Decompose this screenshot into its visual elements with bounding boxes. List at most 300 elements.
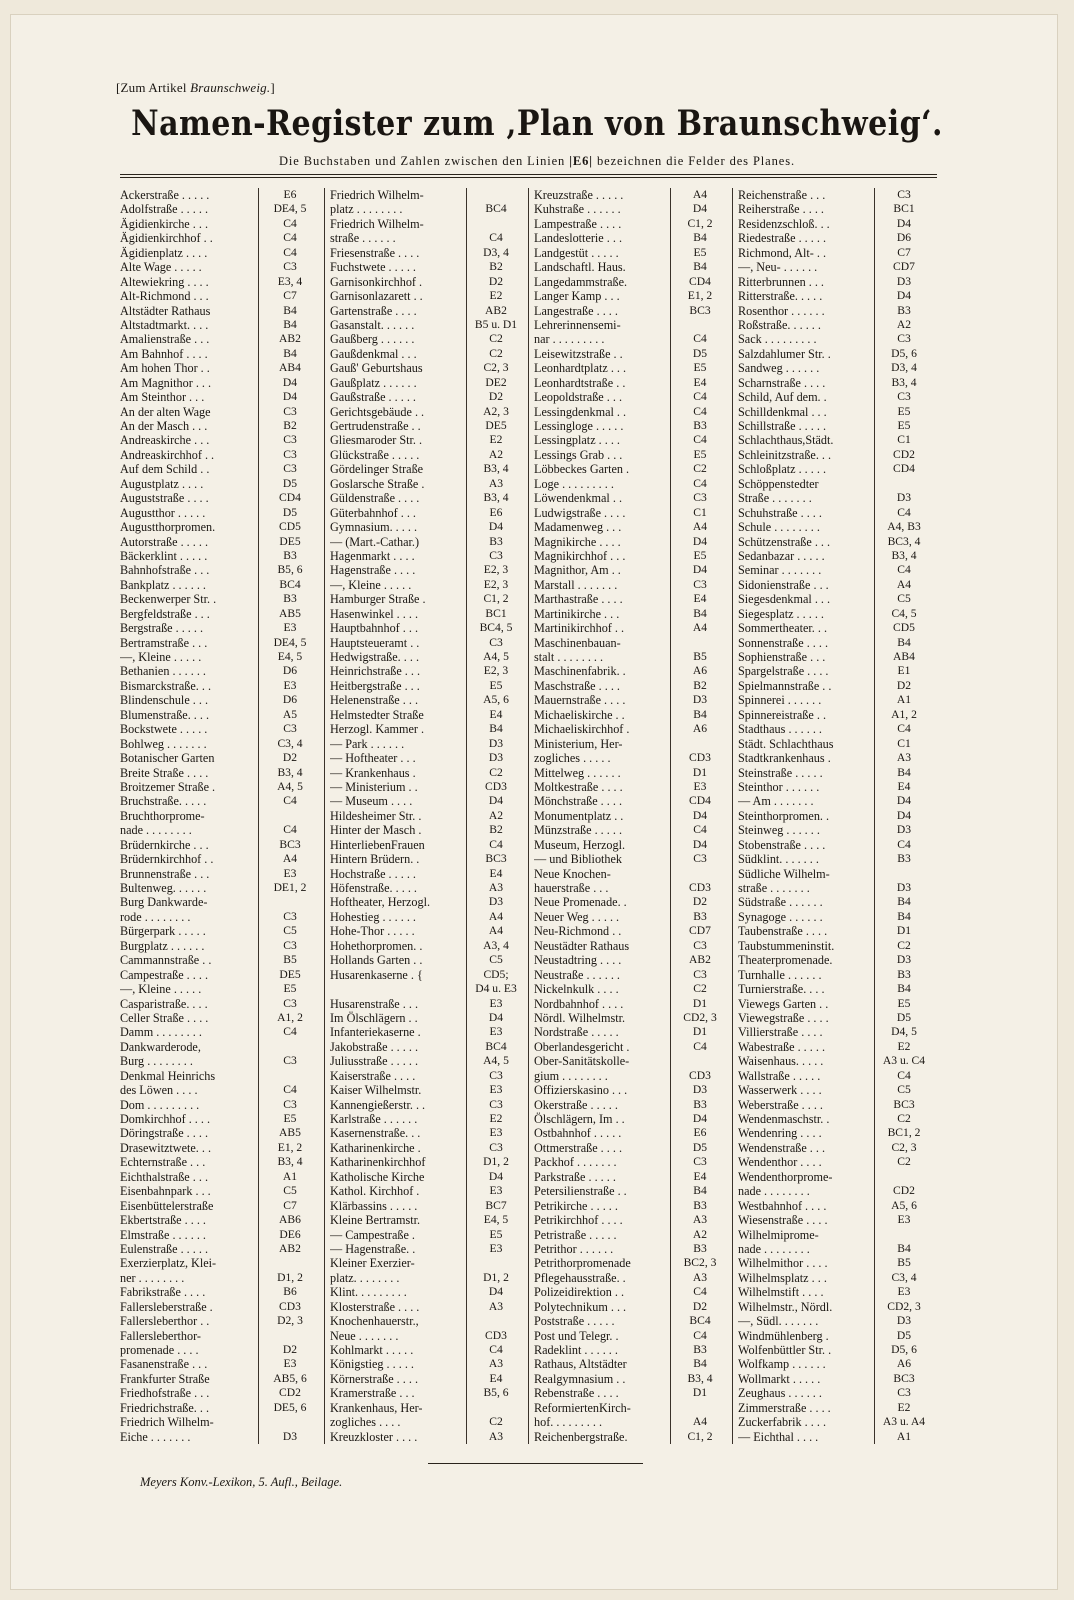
entry-name: Mauernstraße . . . . bbox=[534, 693, 626, 708]
entry-name: Zimmerstraße . . . . bbox=[738, 1400, 831, 1415]
register-entry bbox=[330, 1083, 528, 1097]
entry-grid-code: B3 bbox=[693, 1097, 707, 1111]
register-entry bbox=[120, 939, 324, 953]
entry-name: Magnikirche . . . . bbox=[534, 534, 621, 549]
entry-grid-code: C2 bbox=[693, 462, 707, 476]
entry-name: Altewiekring . . . . bbox=[120, 274, 209, 289]
entry-name: des Löwen . . . . bbox=[120, 1083, 198, 1098]
entry-grid-code: E5 bbox=[693, 447, 707, 461]
register-entry bbox=[120, 968, 324, 982]
entry-name: ReformiertenKirch- bbox=[534, 1400, 631, 1415]
register-entry bbox=[330, 1184, 528, 1198]
entry-name: Bruchthorprome- bbox=[120, 808, 205, 823]
register-entry bbox=[330, 968, 528, 982]
register-entry bbox=[534, 448, 732, 462]
register-entry bbox=[738, 968, 936, 982]
ref-suffix: ] bbox=[270, 80, 275, 95]
entry-grid-code: DE4, 5 bbox=[273, 635, 307, 649]
entry-grid-code: CD7 bbox=[893, 260, 915, 274]
register-entry bbox=[738, 332, 936, 346]
entry-name: Wollmarkt . . . . . bbox=[738, 1371, 821, 1386]
entry-grid-code: A3 bbox=[488, 476, 504, 490]
register-entry bbox=[120, 607, 324, 621]
entry-name: Eiche . . . . . . . bbox=[120, 1429, 191, 1444]
register-entry bbox=[534, 231, 732, 245]
entry-grid-code: B3 bbox=[693, 1343, 707, 1356]
register-entry bbox=[738, 390, 936, 404]
register-entry bbox=[534, 664, 732, 678]
entry-grid-code: BC1 bbox=[893, 202, 915, 216]
register-entry bbox=[120, 260, 324, 274]
register-entry bbox=[534, 1372, 732, 1386]
register-entry bbox=[120, 506, 324, 520]
entry-name: Augustthor . . . . . bbox=[120, 505, 206, 520]
register-entry bbox=[330, 823, 528, 837]
register-entry bbox=[738, 304, 936, 318]
register-entry bbox=[330, 462, 528, 476]
register-entry bbox=[330, 246, 528, 260]
entry-name: Eisenbahnpark . . . bbox=[120, 1184, 211, 1199]
entry-grid-code: C5 bbox=[897, 1083, 911, 1097]
entry-grid-code: A1, 2 bbox=[277, 1010, 303, 1024]
entry-name: Güterbahnhof . . . bbox=[330, 505, 416, 520]
register-entry bbox=[330, 1285, 528, 1299]
entry-grid-code: CD3 bbox=[279, 1299, 301, 1313]
entry-name: Loge . . . . . . . . . bbox=[534, 476, 614, 491]
entry-name: Westbahnhof . . . . bbox=[738, 1198, 827, 1213]
entry-name: Eisenbüttelerstraße bbox=[120, 1198, 214, 1213]
entry-grid-code: B5, 6 bbox=[277, 563, 303, 577]
register-entry bbox=[534, 535, 732, 549]
register-entry bbox=[534, 289, 732, 303]
register-entry bbox=[330, 1170, 528, 1184]
entry-grid-code: CD3 bbox=[485, 1328, 507, 1342]
entry-name: Oberlandesgericht . bbox=[534, 1039, 630, 1054]
entry-name: Wendenthorprome- bbox=[738, 1169, 833, 1184]
entry-name: Hamburger Straße . bbox=[330, 592, 426, 607]
entry-name: Steinthor . . . . . . bbox=[738, 779, 820, 794]
entry-grid-code: C4 bbox=[283, 794, 297, 808]
register-entry bbox=[120, 650, 324, 664]
entry-grid-code: C3 bbox=[283, 938, 297, 952]
entry-name: An der Masch . . . bbox=[120, 419, 208, 433]
register-entry bbox=[330, 910, 528, 924]
entry-grid-code: B2 bbox=[489, 260, 503, 274]
entry-name: Petrikirchhof . . . . bbox=[534, 1213, 623, 1228]
register-entry bbox=[120, 390, 324, 404]
entry-name: Lampestraße . . . . bbox=[534, 216, 622, 231]
entry-grid-code: CD2, 3 bbox=[683, 1010, 717, 1024]
entry-grid-code: D4 bbox=[896, 794, 912, 808]
entry-grid-code: B3, 4 bbox=[483, 462, 509, 476]
entry-grid-code: C2 bbox=[489, 1415, 503, 1429]
entry-name: Martinikirchhof . . bbox=[534, 621, 625, 636]
entry-grid-code: D2 bbox=[692, 895, 708, 909]
register-entry bbox=[120, 867, 324, 881]
entry-grid-code: B4 bbox=[897, 765, 911, 779]
register-entry bbox=[738, 1271, 936, 1285]
entry-name: Spielmannstraße . . bbox=[738, 678, 832, 693]
register-entry bbox=[120, 419, 324, 433]
entry-grid-code: C2, 3 bbox=[483, 361, 509, 375]
register-entry bbox=[534, 1040, 732, 1054]
entry-grid-code bbox=[464, 1314, 528, 1328]
register-entry bbox=[534, 260, 732, 274]
register-entry bbox=[120, 895, 324, 909]
register-entry bbox=[330, 535, 528, 549]
entry-name: Katholische Kirche bbox=[330, 1169, 425, 1184]
entry-grid-code: B4 bbox=[283, 346, 297, 360]
register-entry bbox=[534, 1314, 732, 1328]
entry-grid-code: AB5 bbox=[279, 1126, 301, 1140]
entry-name: Kramerstraße . . . bbox=[330, 1386, 415, 1401]
register-entry bbox=[534, 491, 732, 505]
entry-name: Augustthorpromen. bbox=[120, 520, 216, 535]
register-entry bbox=[738, 376, 936, 390]
entry-grid-code: B4 bbox=[283, 317, 297, 331]
entry-grid-code: E5 bbox=[283, 1112, 297, 1125]
entry-name: Schild, Auf dem. . bbox=[738, 390, 827, 405]
entry-grid-code: C3 bbox=[489, 1140, 503, 1154]
register-entry bbox=[120, 910, 324, 924]
entry-grid-code: A4 bbox=[896, 577, 912, 591]
page-title: Namen-Register zum ‚Plan von Braunschweig‘. bbox=[131, 103, 943, 144]
entry-name: Wallstraße . . . . . bbox=[738, 1068, 821, 1083]
entry-grid-code: E5 bbox=[693, 548, 707, 562]
entry-grid-code: B3 bbox=[283, 548, 297, 562]
register-entry bbox=[534, 924, 732, 938]
register-entry bbox=[120, 751, 324, 765]
entry-grid-code: D5 bbox=[896, 1010, 912, 1024]
register-entry bbox=[120, 246, 324, 260]
entry-name: Steinweg . . . . . . bbox=[738, 823, 820, 838]
entry-name: Altstädter Rathaus bbox=[120, 303, 211, 318]
entry-grid-code: C4 bbox=[283, 216, 297, 230]
entry-name: Petrikirche . . . . . bbox=[534, 1198, 618, 1213]
entry-grid-code: D4 bbox=[488, 1285, 504, 1299]
entry-grid-code: B4 bbox=[693, 707, 707, 721]
entry-grid-code: C3 bbox=[489, 1097, 503, 1111]
entry-name: Pflegehausstraße. . bbox=[534, 1270, 626, 1285]
register-entry bbox=[738, 535, 936, 549]
register-entry bbox=[534, 246, 732, 260]
register-entry bbox=[534, 607, 732, 621]
register-entry bbox=[738, 275, 936, 289]
register-entry bbox=[330, 491, 528, 505]
entry-name: Hagenmarkt . . . . bbox=[330, 548, 415, 563]
entry-name: Sophienstraße . . . bbox=[738, 650, 826, 664]
register-entry bbox=[330, 1025, 528, 1039]
register-entry bbox=[534, 982, 732, 996]
entry-grid-code: C7 bbox=[283, 1198, 297, 1212]
entry-grid-code: B3 bbox=[693, 1198, 707, 1212]
subtitle-text-a: Die Buchstaben und Zahlen zwischen den Linien bbox=[278, 154, 570, 168]
entry-name: Ölschlägern, Im . . bbox=[534, 1112, 625, 1126]
entry-grid-code bbox=[872, 1228, 936, 1242]
register-entry bbox=[330, 188, 528, 202]
entry-grid-code: D4 bbox=[692, 202, 708, 216]
entry-name: Hasenwinkel . . . . bbox=[330, 606, 419, 621]
register-entry bbox=[330, 1415, 528, 1429]
register-entry bbox=[534, 679, 732, 693]
entry-name: Hinter der Masch . bbox=[330, 823, 422, 838]
entry-name: Spinnerei . . . . . . bbox=[738, 693, 822, 708]
entry-grid-code: CD4 bbox=[279, 491, 301, 505]
entry-grid-code bbox=[668, 1054, 732, 1068]
entry-grid-code: A3 u. C4 bbox=[882, 1054, 926, 1068]
entry-grid-code: C3 bbox=[283, 909, 297, 923]
register-entry bbox=[120, 1155, 324, 1169]
entry-name: Wilhelmiprome- bbox=[738, 1227, 819, 1242]
register-entry bbox=[534, 217, 732, 231]
register-entry bbox=[534, 809, 732, 823]
register-entry bbox=[534, 794, 732, 808]
entry-grid-code bbox=[256, 1040, 324, 1054]
entry-grid-code: D3 bbox=[692, 1083, 708, 1097]
entry-grid-code: C5 bbox=[897, 592, 911, 606]
register-entry bbox=[120, 1170, 324, 1184]
entry-grid-code: BC3 bbox=[689, 303, 711, 317]
entry-name: Friesenstraße . . . . bbox=[330, 245, 420, 260]
entry-grid-code: B3 bbox=[283, 592, 297, 606]
entry-grid-code: C2 bbox=[897, 1112, 911, 1125]
entry-name: Sack . . . . . . . . . bbox=[738, 332, 817, 347]
register-entry bbox=[330, 1040, 528, 1054]
entry-name: Husarenstraße . . . bbox=[330, 996, 418, 1011]
register-entry bbox=[534, 318, 732, 332]
entry-grid-code: D3, 4 bbox=[891, 361, 917, 375]
register-entry bbox=[738, 1300, 936, 1314]
register-entry bbox=[738, 982, 936, 996]
entry-grid-code: D2 bbox=[896, 678, 912, 692]
entry-grid-code: D1, 2 bbox=[483, 1155, 509, 1169]
entry-grid-code: D3 bbox=[896, 881, 912, 894]
register-entry bbox=[738, 477, 936, 491]
register-entry bbox=[534, 1155, 732, 1169]
register-entry bbox=[738, 679, 936, 693]
register-entry bbox=[738, 289, 936, 303]
entry-name: Auf dem Schild . . bbox=[120, 462, 210, 477]
subtitle-field-marker: |E6| bbox=[569, 154, 593, 168]
entry-grid-code: C4 bbox=[489, 231, 503, 245]
entry-name: Riedestraße . . . . . bbox=[738, 231, 826, 246]
entry-grid-code: C4 bbox=[693, 823, 707, 837]
register-entry bbox=[738, 1199, 936, 1213]
register-entry bbox=[534, 1069, 732, 1083]
entry-grid-code: A1 bbox=[282, 1169, 298, 1183]
entry-name: Neu-Richmond . . bbox=[534, 924, 622, 939]
entry-name: straße . . . . . . . bbox=[738, 881, 810, 895]
register-entry bbox=[330, 607, 528, 621]
entry-grid-code: CD2, 3 bbox=[887, 1299, 921, 1313]
entry-name: Roßstraße. . . . . . bbox=[738, 317, 821, 332]
entry-grid-code: C4 bbox=[283, 231, 297, 245]
register-entry bbox=[330, 1329, 528, 1343]
entry-grid-code: D4 bbox=[692, 808, 708, 822]
register-entry bbox=[534, 520, 732, 534]
entry-grid-code: C4 bbox=[693, 404, 707, 418]
register-column-1 bbox=[120, 188, 324, 1444]
entry-grid-code: C4 bbox=[489, 1343, 503, 1356]
entry-grid-code: C2 bbox=[897, 938, 911, 952]
entry-name: Radeklint . . . . . . bbox=[534, 1343, 618, 1357]
register-entry bbox=[120, 1285, 324, 1299]
entry-name: Lessingplatz . . . . bbox=[534, 433, 620, 448]
entry-grid-code: D4 bbox=[692, 563, 708, 577]
entry-name: Breite Straße . . . . bbox=[120, 765, 209, 780]
entry-grid-code: E1 bbox=[897, 664, 911, 678]
entry-name: Brunnenstraße . . . bbox=[120, 866, 210, 881]
entry-grid-code: E4 bbox=[489, 866, 503, 880]
entry-name: Am hohen Thor . . bbox=[120, 361, 210, 376]
register-entry bbox=[738, 1141, 936, 1155]
register-entry bbox=[534, 1430, 732, 1444]
entry-grid-code: D1, 2 bbox=[483, 1270, 509, 1284]
register-entry bbox=[330, 1199, 528, 1213]
register-entry bbox=[120, 766, 324, 780]
entry-grid-code: E6 bbox=[693, 1126, 707, 1140]
register-entry bbox=[330, 1242, 528, 1256]
register-entry bbox=[534, 650, 732, 664]
entry-name: Friedrich Wilhelm- bbox=[330, 216, 424, 231]
register-entry bbox=[534, 1184, 732, 1198]
register-entry bbox=[738, 419, 936, 433]
entry-name: —, Südl. . . . . . . bbox=[738, 1314, 819, 1329]
entry-name: Fallersleberthor- bbox=[120, 1328, 201, 1343]
register-entry bbox=[534, 1386, 732, 1400]
entry-name: Löbbeckes Garten . bbox=[534, 462, 630, 477]
register-entry bbox=[738, 318, 936, 332]
entry-name: Steinthorpromen. . bbox=[738, 808, 830, 823]
register-entry bbox=[330, 693, 528, 707]
register-entry bbox=[330, 592, 528, 606]
entry-grid-code: D3 bbox=[488, 751, 504, 765]
entry-name: Wilhelmithor . . . . bbox=[738, 1256, 828, 1271]
register-entry bbox=[738, 924, 936, 938]
entry-name: Kasernenstraße. . . bbox=[330, 1126, 421, 1141]
register-table bbox=[120, 188, 937, 1444]
register-entry bbox=[534, 1256, 732, 1270]
entry-name: Landgestüt . . . . . bbox=[534, 245, 619, 260]
register-entry bbox=[738, 1329, 936, 1343]
register-entry bbox=[534, 275, 732, 289]
entry-grid-code: CD7 bbox=[689, 924, 711, 938]
register-entry bbox=[330, 390, 528, 404]
entry-grid-code: E4 bbox=[693, 375, 707, 389]
entry-name: Beckenwerper Str. . bbox=[120, 592, 217, 607]
register-entry bbox=[534, 1300, 732, 1314]
entry-grid-code: D1 bbox=[692, 1025, 708, 1039]
entry-grid-code: A4 bbox=[692, 1415, 708, 1429]
entry-name: Amalienstraße . . . bbox=[120, 332, 210, 347]
entry-grid-code: C3, 4 bbox=[277, 736, 303, 750]
register-entry bbox=[120, 563, 324, 577]
entry-grid-code: AB5 bbox=[279, 606, 301, 620]
register-entry bbox=[534, 549, 732, 563]
register-entry bbox=[738, 809, 936, 823]
entry-name: Sommertheater. . . bbox=[738, 621, 828, 636]
entry-name: Kaiser Wilhelmstr. bbox=[330, 1083, 422, 1098]
entry-name: Wabestraße . . . . . bbox=[738, 1039, 826, 1054]
register-entry bbox=[120, 708, 324, 722]
entry-grid-code: E2 bbox=[897, 1400, 911, 1414]
register-entry bbox=[534, 910, 732, 924]
entry-name: Knochenhauerstr., bbox=[330, 1314, 419, 1329]
entry-name: Reiherstraße . . . . bbox=[738, 202, 824, 217]
entry-name: nade . . . . . . . . bbox=[738, 1241, 810, 1256]
register-entry bbox=[738, 1025, 936, 1039]
entry-name: Wilhelmsplatz . . . bbox=[738, 1270, 827, 1285]
entry-name: — Ministerium . . bbox=[330, 779, 418, 794]
entry-grid-code bbox=[464, 217, 528, 231]
entry-grid-code: E5 bbox=[489, 678, 503, 692]
register-entry bbox=[330, 997, 528, 1011]
entry-grid-code: CD4 bbox=[893, 462, 915, 476]
entry-name: Schillstraße . . . . . bbox=[738, 419, 827, 433]
register-entry bbox=[120, 1112, 324, 1126]
entry-name: Ägidienplatz . . . . bbox=[120, 245, 208, 260]
entry-name: Straße . . . . . . . bbox=[738, 491, 812, 506]
entry-name: Kaiserstraße . . . . bbox=[330, 1068, 416, 1083]
register-entry bbox=[534, 1415, 732, 1429]
entry-name: Mittelweg . . . . . . bbox=[534, 765, 621, 780]
entry-name: Eulenstraße . . . . . bbox=[120, 1241, 208, 1256]
entry-name: Friedhofstraße . . . bbox=[120, 1386, 210, 1401]
register-entry bbox=[330, 217, 528, 231]
register-entry bbox=[330, 332, 528, 346]
entry-name: Herzogl. Kammer . bbox=[330, 722, 425, 737]
entry-grid-code bbox=[256, 1256, 324, 1270]
entry-name: Sidonienstraße . . . bbox=[738, 577, 829, 592]
register-entry bbox=[330, 852, 528, 866]
register-entry bbox=[120, 636, 324, 650]
register-entry bbox=[120, 737, 324, 751]
entry-name: Hohethorpromen. . bbox=[330, 938, 423, 953]
entry-name: Maschstraße . . . . bbox=[534, 678, 620, 693]
entry-name: Südklint. . . . . . . bbox=[738, 852, 819, 867]
footer-source: Meyers Konv.-Lexikon, 5. Aufl., Beilage. bbox=[140, 1475, 343, 1489]
register-entry bbox=[120, 1040, 324, 1054]
entry-name: Neue Promenade. . bbox=[534, 895, 627, 910]
entry-name: Lehrerinnensemi- bbox=[534, 317, 621, 332]
register-entry bbox=[120, 1199, 324, 1213]
entry-grid-code: A4 bbox=[488, 924, 504, 938]
register-entry bbox=[534, 838, 732, 852]
entry-name: Schleinitzstraße. . . bbox=[738, 447, 832, 462]
entry-grid-code: D4 bbox=[692, 1112, 708, 1125]
entry-grid-code: B4 bbox=[693, 1357, 707, 1371]
entry-grid-code: D1 bbox=[896, 924, 912, 938]
register-entry bbox=[120, 202, 324, 216]
entry-grid-code: C4, 5 bbox=[891, 606, 917, 620]
register-entry bbox=[120, 838, 324, 852]
entry-grid-code: D4 bbox=[896, 289, 912, 303]
entry-grid-code: E2 bbox=[489, 433, 503, 447]
entry-grid-code: C3 bbox=[897, 1386, 911, 1400]
register-entry bbox=[330, 563, 528, 577]
entry-name: Ministerium, Her- bbox=[534, 736, 623, 751]
register-entry bbox=[120, 621, 324, 635]
entry-name: Neustraße . . . . . . bbox=[534, 967, 620, 982]
entry-grid-code: E5 bbox=[897, 419, 911, 432]
entry-grid-code: A4 bbox=[692, 520, 708, 534]
register-entry bbox=[534, 1213, 732, 1227]
entry-grid-code: D5 bbox=[896, 1328, 912, 1342]
entry-name: Alt-Richmond . . . bbox=[120, 289, 209, 304]
register-entry bbox=[738, 708, 936, 722]
entry-name: Rosenthor . . . . . . bbox=[738, 303, 825, 318]
entry-name: zogliches . . . . . bbox=[534, 751, 611, 766]
